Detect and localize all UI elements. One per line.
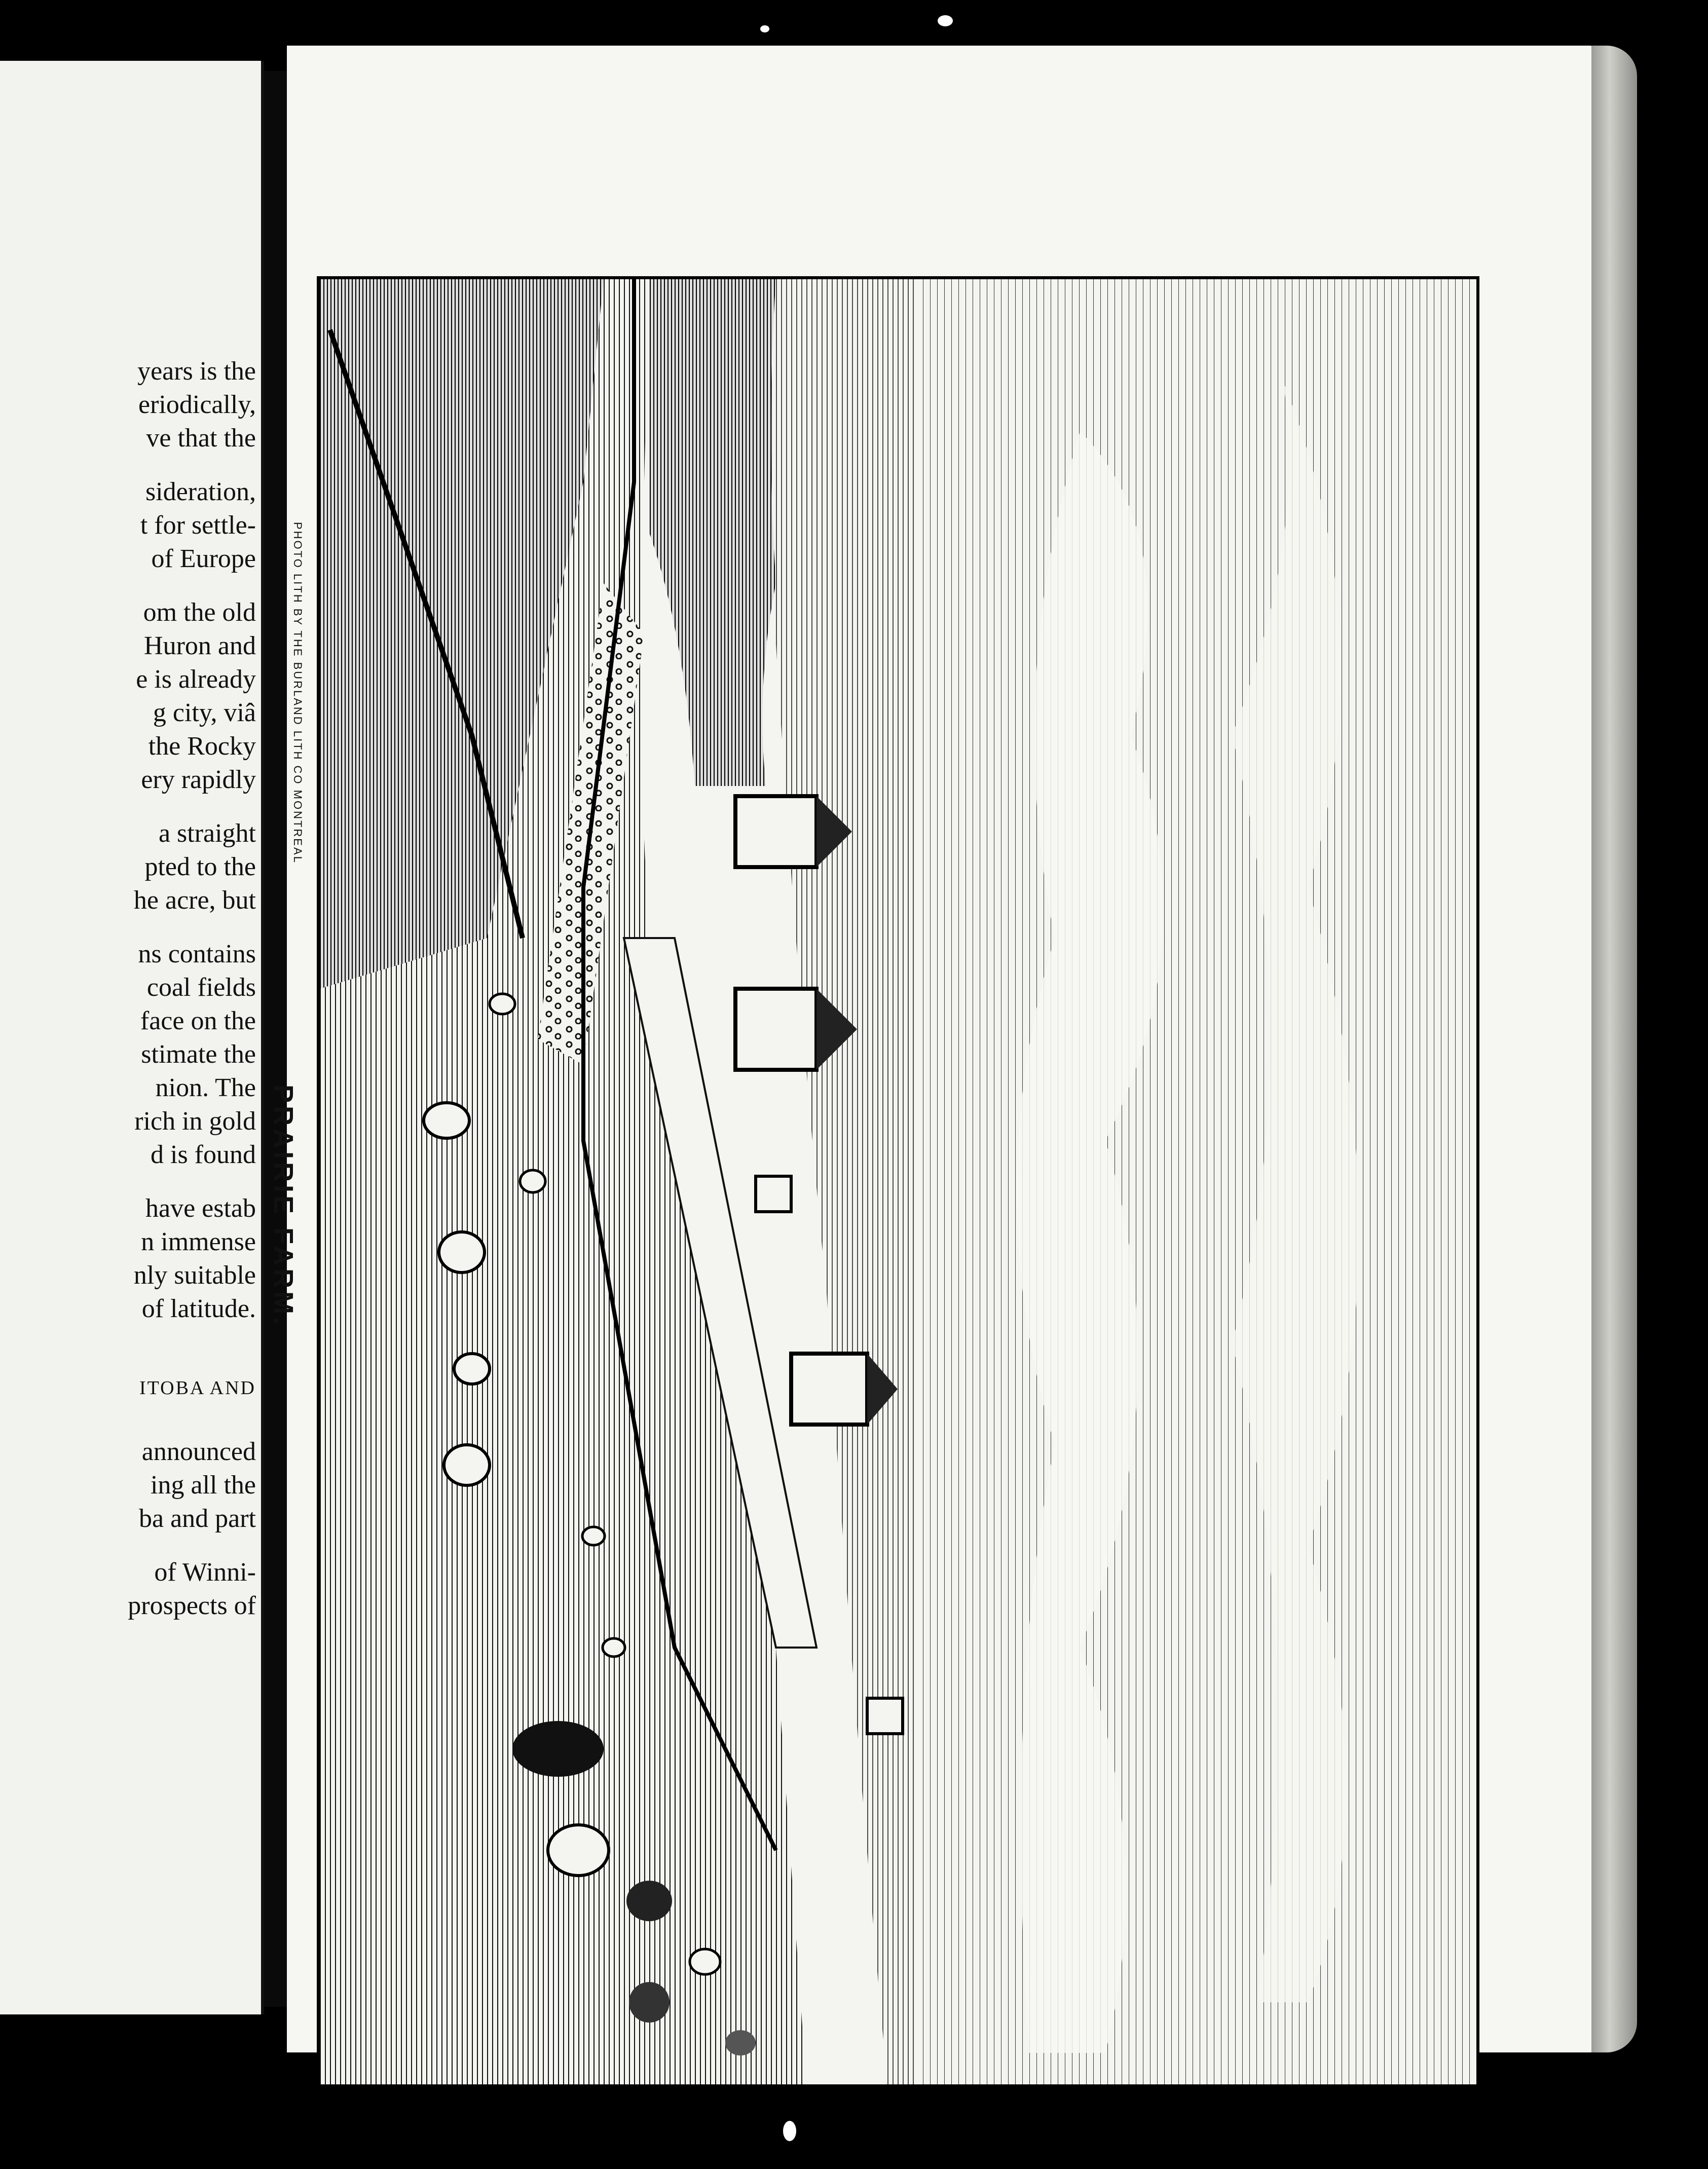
text-line: ba and part: [138, 1504, 256, 1533]
book-gutter: [264, 71, 287, 2007]
plate-title: PRAIRIE FARM.: [268, 1084, 299, 1328]
dust-speck: [760, 25, 769, 32]
text-line: ery rapidly: [141, 765, 256, 794]
tree-line: [649, 279, 776, 786]
text-line: coal fields: [146, 973, 256, 1002]
dust-speck: [938, 15, 953, 26]
text-line: t for settle-: [140, 511, 256, 540]
text-line: prospects of: [128, 1591, 256, 1620]
text-line: he acre, but: [133, 886, 256, 915]
text-line: eriodically,: [138, 390, 256, 419]
page-edge: [1591, 46, 1637, 2052]
left-page: [0, 61, 264, 2014]
text-line: pted to the: [144, 852, 256, 881]
text-line: ve that the: [146, 424, 256, 453]
text-line: e is already: [136, 665, 256, 694]
prairie-farm-engraving: [320, 279, 1476, 2084]
dust-speck: [783, 2121, 796, 2141]
text-line: have estab: [145, 1194, 256, 1223]
text-line: nly suitable: [133, 1261, 256, 1290]
text-line: face on the: [140, 1006, 256, 1035]
text-line: of Europe: [151, 544, 256, 573]
text-line: announced: [141, 1437, 256, 1466]
text-line: the Rocky: [148, 732, 256, 761]
lithographer-credit: PHOTO LITH BY THE BURLAND LITH CO MONTREAL: [291, 522, 304, 864]
text-line: d is found: [151, 1140, 256, 1169]
text-line: of Winni-: [154, 1558, 256, 1587]
text-line: a straight: [158, 819, 256, 848]
shed: [756, 1176, 791, 1212]
text-line: g city, viâ: [153, 698, 256, 727]
text-line: of latitude.: [141, 1294, 256, 1323]
text-line: ing all the: [151, 1471, 256, 1500]
text-line: nion. The: [155, 1073, 256, 1102]
text-line: stimate the: [141, 1040, 256, 1069]
text-line: n immense: [141, 1227, 256, 1256]
sky: [918, 279, 1476, 2084]
text-line: rich in gold: [134, 1107, 256, 1136]
text-line: years is the: [137, 357, 256, 386]
shed: [867, 1698, 903, 1734]
text-line: om the old: [143, 598, 256, 627]
engraving-plate: [317, 276, 1479, 2087]
left-page-text: [3, 355, 256, 1623]
text-line: Huron and: [144, 631, 256, 660]
text-line: sideration,: [145, 477, 256, 506]
section-heading: ITOBA AND: [139, 1377, 256, 1399]
text-line: ns contains: [138, 940, 256, 968]
